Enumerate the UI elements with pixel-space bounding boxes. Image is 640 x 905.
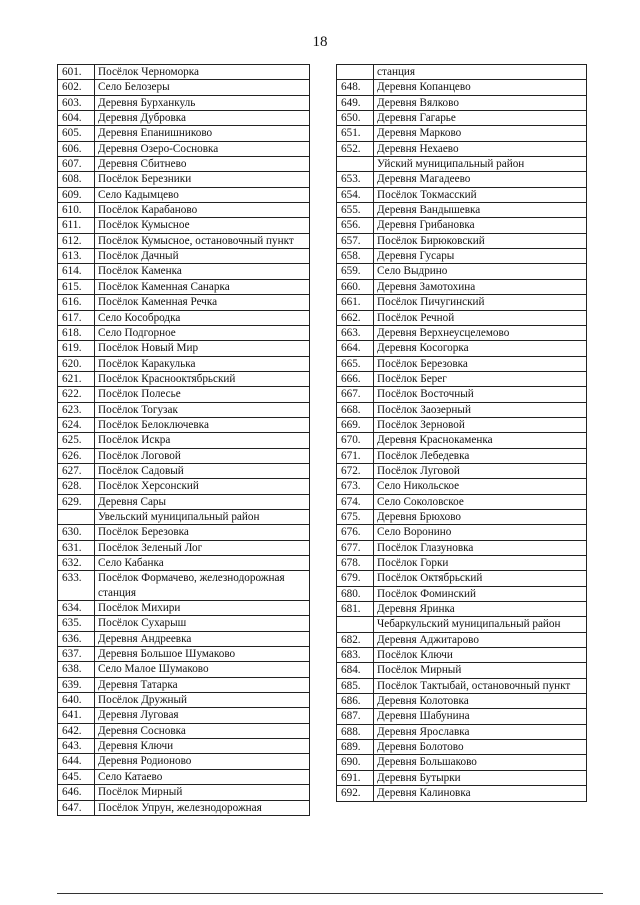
row-number: 676. (337, 525, 374, 540)
row-number: 613. (58, 249, 95, 264)
settlement-name: Посёлок Дружный (95, 693, 310, 708)
row-number: 611. (58, 218, 95, 233)
section-heading-row (58, 509, 310, 524)
settlement-name: Посёлок Берег (374, 371, 587, 386)
settlement-name: Посёлок Березники (95, 172, 310, 187)
row-number: 635. (58, 616, 95, 631)
table-row (337, 172, 587, 187)
row-number: 671. (337, 448, 374, 463)
table-row (58, 310, 310, 325)
row-number: 665. (337, 356, 374, 371)
settlement-name: Деревня Яринка (374, 602, 587, 617)
table-row (58, 677, 310, 692)
settlement-name: Деревня Ярославка (374, 724, 587, 739)
table-row (58, 203, 310, 218)
settlement-name: Деревня Луговая (95, 708, 310, 723)
table-row (58, 111, 310, 126)
table-row (337, 341, 587, 356)
settlement-name: Посёлок Мирный (374, 663, 587, 678)
row-number: 684. (337, 663, 374, 678)
table-row (337, 724, 587, 739)
table-row (58, 249, 310, 264)
table-row (58, 616, 310, 631)
settlement-name: Посёлок Глазуновка (374, 540, 587, 555)
settlement-name: Деревня Дубровка (95, 111, 310, 126)
table-body-right (337, 65, 587, 802)
row-number: 658. (337, 249, 374, 264)
settlement-name: Посёлок Каракулька (95, 356, 310, 371)
table-row (58, 417, 310, 432)
row-number: 683. (337, 648, 374, 663)
table-row (58, 218, 310, 233)
row-number: 651. (337, 126, 374, 141)
row-number: 654. (337, 187, 374, 202)
settlement-name: Деревня Сары (95, 494, 310, 509)
row-number: 653. (337, 172, 374, 187)
table-row (58, 325, 310, 340)
settlement-name: Посёлок Карабаново (95, 203, 310, 218)
row-number: 618. (58, 325, 95, 340)
settlement-name: Село Кособродка (95, 310, 310, 325)
table-row (58, 95, 310, 110)
row-number: 674. (337, 494, 374, 509)
row-number: 681. (337, 602, 374, 617)
row-number: 652. (337, 141, 374, 156)
row-number: 677. (337, 540, 374, 555)
row-number: 632. (58, 556, 95, 571)
section-heading-row (337, 617, 587, 632)
row-number (337, 157, 374, 172)
table-row (337, 463, 587, 478)
row-number: 606. (58, 141, 95, 156)
table-row (58, 341, 310, 356)
table-row (58, 662, 310, 677)
table-row (337, 264, 587, 279)
settlement-name: Посёлок Кумысное, остановочный пункт (95, 233, 310, 248)
row-number: 630. (58, 525, 95, 540)
footer-rule (57, 893, 603, 894)
settlement-name: Деревня Грибановка (374, 218, 587, 233)
table-row (58, 279, 310, 294)
table-row (58, 647, 310, 662)
district-heading: Чебаркульский муниципальный район (374, 617, 587, 632)
row-number: 610. (58, 203, 95, 218)
section-heading-row (337, 65, 587, 80)
row-number: 604. (58, 111, 95, 126)
table-row (337, 678, 587, 693)
settlement-name: Посёлок Березовка (95, 525, 310, 540)
row-number: 692. (337, 786, 374, 801)
settlement-name: Деревня Бурханкуль (95, 95, 310, 110)
table-row (337, 233, 587, 248)
row-number: 659. (337, 264, 374, 279)
row-number: 614. (58, 264, 95, 279)
row-number: 660. (337, 279, 374, 294)
table-row (58, 556, 310, 571)
table-row (337, 111, 587, 126)
row-number: 679. (337, 571, 374, 586)
settlement-name: Посёлок Сухарыш (95, 616, 310, 631)
table-row (337, 525, 587, 540)
table-row (58, 708, 310, 723)
settlement-name: Деревня Озеро-Сосновка (95, 141, 310, 156)
settlement-name: Деревня Калиновка (374, 786, 587, 801)
settlement-name: Посёлок Херсонский (95, 479, 310, 494)
table-row (337, 387, 587, 402)
row-number: 663. (337, 325, 374, 340)
settlement-name: Посёлок Искра (95, 433, 310, 448)
row-number: 616. (58, 295, 95, 310)
table-row (337, 310, 587, 325)
row-number: 649. (337, 95, 374, 110)
table-row (337, 479, 587, 494)
settlement-name: Деревня Гагарье (374, 111, 587, 126)
row-number: 640. (58, 693, 95, 708)
settlement-name: Посёлок Бирюковский (374, 233, 587, 248)
settlement-name: Село Белозеры (95, 80, 310, 95)
settlement-name: Посёлок Садовый (95, 463, 310, 478)
row-number: 605. (58, 126, 95, 141)
row-number: 612. (58, 233, 95, 248)
settlement-name: Село Никольское (374, 479, 587, 494)
settlement-name: Посёлок Формачево, железнодорожная станция (95, 571, 310, 601)
table-row (337, 586, 587, 601)
row-number: 602. (58, 80, 95, 95)
settlement-name: Деревня Верхнеусцелемово (374, 325, 587, 340)
table-row (58, 264, 310, 279)
settlement-name: Посёлок Зеленый Лог (95, 540, 310, 555)
settlement-name: Деревня Аджитарово (374, 632, 587, 647)
settlement-name: Деревня Краснокаменка (374, 433, 587, 448)
row-number: 620. (58, 356, 95, 371)
row-number: 624. (58, 417, 95, 432)
table-row (58, 80, 310, 95)
settlement-name: Деревня Магадеево (374, 172, 587, 187)
row-number: 608. (58, 172, 95, 187)
district-heading: Уйский муниципальный район (374, 157, 587, 172)
row-number: 645. (58, 769, 95, 784)
row-number: 633. (58, 571, 95, 601)
table-row (337, 694, 587, 709)
settlement-name: Деревня Бутырки (374, 770, 587, 785)
settlement-name: Посёлок Фоминский (374, 586, 587, 601)
settlement-name: Посёлок Кумысное (95, 218, 310, 233)
row-number: 619. (58, 341, 95, 356)
table-row (337, 448, 587, 463)
row-number: 601. (58, 65, 95, 80)
settlement-name: Посёлок Луговой (374, 463, 587, 478)
row-number: 669. (337, 417, 374, 432)
row-number: 609. (58, 187, 95, 202)
settlement-name: Село Выдрино (374, 264, 587, 279)
row-number: 638. (58, 662, 95, 677)
settlement-name: Село Подгорное (95, 325, 310, 340)
row-number: 668. (337, 402, 374, 417)
settlement-name: Деревня Замотохина (374, 279, 587, 294)
settlement-name: Посёлок Березовка (374, 356, 587, 371)
settlement-name: Посёлок Ключи (374, 648, 587, 663)
row-number: 621. (58, 371, 95, 386)
settlement-name: Село Малое Шумаково (95, 662, 310, 677)
table-row (58, 387, 310, 402)
settlement-name: Посёлок Михири (95, 601, 310, 616)
row-number (337, 617, 374, 632)
table-row (58, 571, 310, 601)
table-row (337, 433, 587, 448)
row-number: 670. (337, 433, 374, 448)
row-number: 648. (337, 80, 374, 95)
table-row (337, 755, 587, 770)
row-number: 688. (337, 724, 374, 739)
settlement-table-right (336, 64, 587, 802)
row-number: 607. (58, 157, 95, 172)
row-number: 637. (58, 647, 95, 662)
row-number: 690. (337, 755, 374, 770)
settlement-name: Деревня Вялково (374, 95, 587, 110)
table-row (337, 402, 587, 417)
row-number (58, 509, 95, 524)
row-number: 644. (58, 754, 95, 769)
table-row (337, 556, 587, 571)
settlement-name: Деревня Нехаево (374, 141, 587, 156)
row-number: 622. (58, 387, 95, 402)
settlement-name: Деревня Брюхово (374, 509, 587, 524)
table-row (58, 525, 310, 540)
row-number: 662. (337, 310, 374, 325)
settlement-name: Деревня Сосновка (95, 723, 310, 738)
table-row (58, 479, 310, 494)
table-row (337, 663, 587, 678)
table-row (337, 356, 587, 371)
table-row (337, 602, 587, 617)
settlement-name: Посёлок Пичугинский (374, 295, 587, 310)
row-number: 657. (337, 233, 374, 248)
table-row (337, 249, 587, 264)
settlement-name: Посёлок Каменная Санарка (95, 279, 310, 294)
table-row (58, 356, 310, 371)
table-row (337, 540, 587, 555)
settlement-name: Посёлок Каменка (95, 264, 310, 279)
row-number: 625. (58, 433, 95, 448)
table-row (58, 540, 310, 555)
row-number (337, 65, 374, 80)
section-heading-row (337, 157, 587, 172)
settlement-name: Село Катаево (95, 769, 310, 784)
table-row (58, 371, 310, 386)
table-row (337, 295, 587, 310)
table-row (58, 769, 310, 784)
row-number: 647. (58, 800, 95, 815)
table-row (58, 693, 310, 708)
settlement-name: Посёлок Каменная Речка (95, 295, 310, 310)
row-number: 691. (337, 770, 374, 785)
table-row (337, 187, 587, 202)
settlement-name: Посёлок Логовой (95, 448, 310, 463)
settlement-name: Деревня Косогорка (374, 341, 587, 356)
row-number: 664. (337, 341, 374, 356)
settlement-name: Деревня Большаково (374, 755, 587, 770)
settlement-name: Посёлок Черноморка (95, 65, 310, 80)
table-row (337, 371, 587, 386)
table-row (337, 770, 587, 785)
row-number: 685. (337, 678, 374, 693)
settlement-name: Деревня Большое Шумаково (95, 647, 310, 662)
row-number: 603. (58, 95, 95, 110)
row-number: 642. (58, 723, 95, 738)
settlement-name: Деревня Татарка (95, 677, 310, 692)
row-number: 626. (58, 448, 95, 463)
table-row (58, 402, 310, 417)
row-number: 680. (337, 586, 374, 601)
table-row (58, 754, 310, 769)
row-number: 639. (58, 677, 95, 692)
row-number: 636. (58, 631, 95, 646)
page-number: 18 (312, 34, 328, 50)
row-number: 678. (337, 556, 374, 571)
settlement-name: Деревня Болотово (374, 740, 587, 755)
table-row (337, 141, 587, 156)
settlement-name: Посёлок Заозерный (374, 402, 587, 417)
settlement-name: Деревня Копанцево (374, 80, 587, 95)
row-number: 661. (337, 295, 374, 310)
table-row (58, 172, 310, 187)
settlement-name: Посёлок Дачный (95, 249, 310, 264)
table-row (58, 800, 310, 815)
row-number: 667. (337, 387, 374, 402)
row-number: 682. (337, 632, 374, 647)
settlement-name: Посёлок Новый Мир (95, 341, 310, 356)
table-row (337, 632, 587, 647)
table-row (337, 494, 587, 509)
row-number: 656. (337, 218, 374, 233)
row-number: 643. (58, 739, 95, 754)
row-number: 689. (337, 740, 374, 755)
row-number: 631. (58, 540, 95, 555)
table-row (337, 126, 587, 141)
row-number: 615. (58, 279, 95, 294)
table-row (337, 279, 587, 294)
settlement-name: Деревня Андреевка (95, 631, 310, 646)
table-row (58, 157, 310, 172)
row-number: 675. (337, 509, 374, 524)
settlement-name: Посёлок Упрун, железнодорожная (95, 800, 310, 815)
table-row (58, 295, 310, 310)
row-number: 629. (58, 494, 95, 509)
table-row (58, 494, 310, 509)
settlement-name: Деревня Шабунина (374, 709, 587, 724)
table-row (58, 141, 310, 156)
table-row (58, 233, 310, 248)
table-row (337, 218, 587, 233)
settlement-name: Посёлок Восточный (374, 387, 587, 402)
row-number: 623. (58, 402, 95, 417)
settlement-name: Деревня Колотовка (374, 694, 587, 709)
settlement-name: Деревня Марково (374, 126, 587, 141)
settlement-name: Посёлок Мирный (95, 785, 310, 800)
settlement-name: Деревня Сбитнево (95, 157, 310, 172)
settlement-name: Деревня Родионово (95, 754, 310, 769)
settlement-name: Посёлок Октябрьский (374, 571, 587, 586)
settlement-name: Посёлок Горки (374, 556, 587, 571)
table-row (337, 417, 587, 432)
row-number: 687. (337, 709, 374, 724)
settlement-name: Посёлок Лебедевка (374, 448, 587, 463)
table-row (58, 723, 310, 738)
row-number: 673. (337, 479, 374, 494)
settlement-name: Посёлок Полесье (95, 387, 310, 402)
row-number: 628. (58, 479, 95, 494)
table-row (337, 709, 587, 724)
row-number: 634. (58, 601, 95, 616)
table-row (58, 433, 310, 448)
table-row (58, 126, 310, 141)
table-row (58, 785, 310, 800)
settlement-name: Деревня Ключи (95, 739, 310, 754)
row-number: 672. (337, 463, 374, 478)
settlement-name: Село Соколовское (374, 494, 587, 509)
table-row (337, 95, 587, 110)
settlement-name: Деревня Гусары (374, 249, 587, 264)
table-row (337, 203, 587, 218)
settlement-name: Посёлок Тактыбай, остановочный пункт (374, 678, 587, 693)
row-number: 617. (58, 310, 95, 325)
table-row (337, 325, 587, 340)
settlement-name: Посёлок Тогузак (95, 402, 310, 417)
table-row (58, 601, 310, 616)
settlement-name: Село Кадымцево (95, 187, 310, 202)
table-row (337, 80, 587, 95)
table-body-left (58, 65, 310, 816)
table-row (58, 463, 310, 478)
table-row (337, 648, 587, 663)
settlement-name: Деревня Вандышевка (374, 203, 587, 218)
row-number: 650. (337, 111, 374, 126)
row-number: 666. (337, 371, 374, 386)
table-row (337, 740, 587, 755)
row-number: 641. (58, 708, 95, 723)
row-number: 627. (58, 463, 95, 478)
row-number: 655. (337, 203, 374, 218)
settlement-name: Село Кабанка (95, 556, 310, 571)
settlement-name: Посёлок Зерновой (374, 417, 587, 432)
district-heading: станция (374, 65, 587, 80)
table-row (337, 509, 587, 524)
table-row (337, 786, 587, 801)
row-number: 686. (337, 694, 374, 709)
settlement-name: Посёлок Речной (374, 310, 587, 325)
settlement-name: Село Воронино (374, 525, 587, 540)
district-heading: Увельский муниципальный район (95, 509, 310, 524)
table-row (58, 65, 310, 80)
settlement-name: Посёлок Белоключевка (95, 417, 310, 432)
settlement-name: Посёлок Токмасский (374, 187, 587, 202)
table-row (58, 739, 310, 754)
settlement-table-left (57, 64, 310, 816)
table-row (58, 448, 310, 463)
table-row (58, 187, 310, 202)
settlement-name: Посёлок Краснооктябрьский (95, 371, 310, 386)
settlement-name: Деревня Епанишниково (95, 126, 310, 141)
table-row (337, 571, 587, 586)
table-row (58, 631, 310, 646)
row-number: 646. (58, 785, 95, 800)
